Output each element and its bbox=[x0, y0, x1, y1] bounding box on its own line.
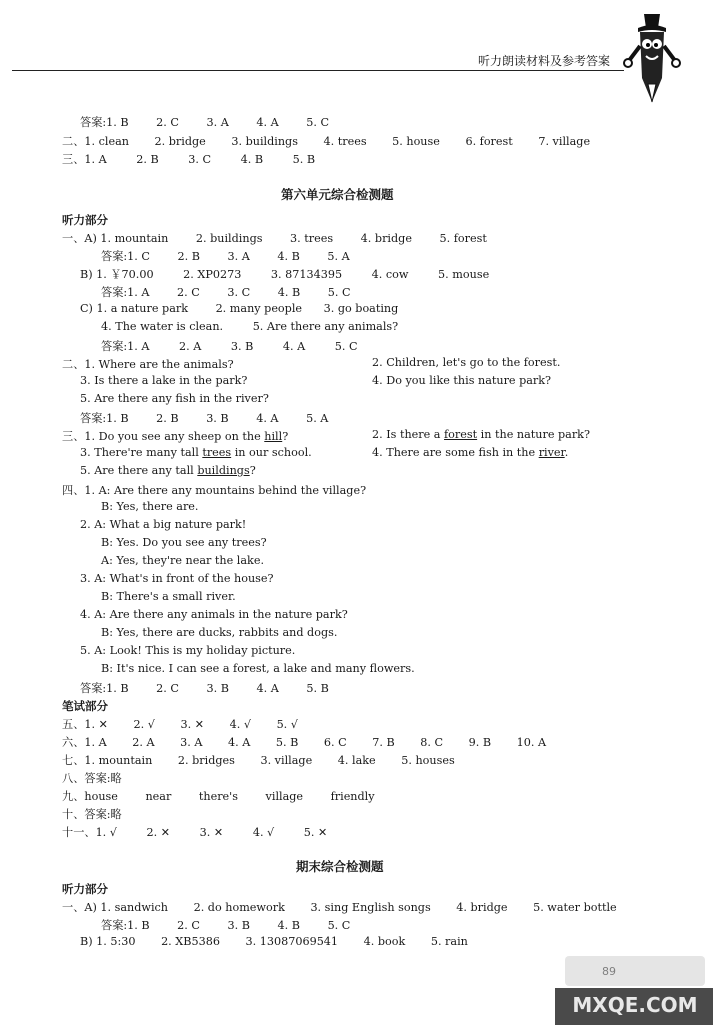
answer-text: 3. B bbox=[230, 340, 254, 353]
dialogue-line: 2. A: What a big nature park! bbox=[80, 518, 247, 531]
item-text: 2. buildings bbox=[195, 232, 263, 245]
answer-text: 六、1. A bbox=[62, 736, 107, 749]
item-text: 2. do homework bbox=[193, 901, 285, 914]
final-listening-heading: 听力部分 bbox=[62, 882, 108, 896]
answer-text: 4. lake bbox=[337, 754, 376, 767]
answer-text: 答案:1. B bbox=[80, 412, 129, 425]
answer-text: 三、1. A bbox=[62, 153, 107, 166]
top-line-1 bbox=[80, 114, 329, 130]
answer-text: 2. B bbox=[177, 250, 200, 263]
answer-text: 5. C bbox=[306, 116, 330, 129]
answer-text: 3. B bbox=[206, 412, 229, 425]
watermark-text: MXQE.COM bbox=[572, 993, 698, 1017]
answer-text: 4. A bbox=[256, 116, 279, 129]
answer-text: 3. A bbox=[180, 736, 203, 749]
answer-text: 4. √ bbox=[229, 718, 251, 731]
answer-text: 3. C bbox=[188, 153, 212, 166]
unit6-a-line bbox=[62, 230, 487, 246]
dialogue-line: 4. A: Are there any animals in the nature park? bbox=[80, 608, 348, 621]
unit6-s3-3 bbox=[80, 446, 312, 459]
answer-text: 2. C bbox=[156, 682, 179, 695]
answer-text: 8. C bbox=[420, 736, 444, 749]
unit6-s6 bbox=[62, 734, 546, 750]
sentence-text: 5. Are there any tall bbox=[80, 464, 198, 477]
answer-text: 2. bridge bbox=[154, 135, 206, 148]
unit6-s2-answers bbox=[80, 410, 328, 426]
answer-text: 3. B bbox=[227, 919, 250, 932]
sentence-text: 3. There're many tall bbox=[80, 446, 203, 459]
answer-text: 6. forest bbox=[465, 135, 513, 148]
answer-text: 五、1. ✕ bbox=[62, 718, 108, 731]
answer-text: 3. ✕ bbox=[199, 826, 224, 839]
sentence-text: 三、1. Do you see any sheep on the bbox=[62, 430, 265, 443]
answer-text: 6. C bbox=[323, 736, 347, 749]
answer-text: 5. B bbox=[292, 153, 316, 166]
answer-text: 答案:1. A bbox=[101, 286, 150, 299]
sentence-text: ? bbox=[282, 430, 289, 443]
item-text: 2. XB5386 bbox=[161, 935, 220, 948]
answer-text: 4. B bbox=[277, 286, 301, 299]
answer-text: 3. A bbox=[227, 250, 250, 263]
item-text: 3. trees bbox=[290, 232, 334, 245]
unit6-s8: 八、答案:略 bbox=[62, 772, 122, 785]
answer-text: 5. C bbox=[327, 919, 351, 932]
dialogue-line: B: It's nice. I can see a forest, a lake and many flowers. bbox=[101, 662, 415, 675]
answer-text: near bbox=[145, 790, 172, 803]
unit6-s4-answers bbox=[80, 680, 329, 696]
answer-text: 九、house bbox=[62, 790, 118, 803]
item-text: 3. go boating bbox=[323, 302, 399, 315]
answer-text: 3. B bbox=[206, 682, 229, 695]
pencil-mascot-icon bbox=[622, 6, 682, 106]
answer-text: 5. houses bbox=[401, 754, 455, 767]
answer-text: 2. C bbox=[156, 116, 179, 129]
listening-heading: 听力部分 bbox=[62, 213, 108, 227]
sentence-text: ? bbox=[249, 464, 256, 477]
item-text: 4. book bbox=[363, 935, 406, 948]
item-text: 3. 87134395 bbox=[270, 268, 343, 281]
unit6-s9 bbox=[62, 788, 375, 804]
item-text: 5. mouse bbox=[438, 268, 490, 281]
unit6-s3-5 bbox=[80, 464, 256, 477]
answer-text: 4. B bbox=[277, 919, 300, 932]
answer-text: 9. B bbox=[468, 736, 492, 749]
answer-text: 5. B bbox=[275, 736, 299, 749]
answer-text: 2. A bbox=[179, 340, 202, 353]
answer-text: 七、1. mountain bbox=[62, 754, 153, 767]
answer-text: 2. C bbox=[177, 286, 200, 299]
sentence-text: in our school. bbox=[231, 446, 312, 459]
unit6-s3-2 bbox=[372, 428, 590, 441]
answer-text: 5. ✕ bbox=[303, 826, 328, 839]
unit6-s2-5: 5. Are there any fish in the river? bbox=[80, 392, 269, 405]
final-title: 期末综合检测题 bbox=[296, 859, 384, 874]
answer-text: 答案:1. B bbox=[101, 919, 150, 932]
answer-text: 3. village bbox=[260, 754, 313, 767]
answer-text: 2. B bbox=[156, 412, 179, 425]
underlined-word: river bbox=[538, 446, 565, 459]
unit6-s2-4: 4. Do you like this nature park? bbox=[372, 374, 552, 387]
answer-text: 5. B bbox=[306, 682, 329, 695]
dialogue-line: B: Yes. Do you see any trees? bbox=[101, 536, 267, 549]
item-text: 4. bridge bbox=[456, 901, 508, 914]
answer-text: 5. C bbox=[327, 286, 351, 299]
answer-text: there's bbox=[198, 790, 238, 803]
sentence-text: . bbox=[564, 446, 569, 459]
header-rule bbox=[12, 70, 624, 71]
dialogue-line: A: Yes, they're near the lake. bbox=[101, 554, 265, 567]
item-text: B) 1. 5:30 bbox=[80, 935, 136, 948]
answer-text: 2. √ bbox=[133, 718, 155, 731]
answer-text: 2. A bbox=[132, 736, 155, 749]
answer-text: 4. A bbox=[228, 736, 251, 749]
item-text: 5. Are there any animals? bbox=[252, 320, 399, 333]
unit6-s2-1: 二、1. Where are the animals? bbox=[62, 358, 234, 371]
answer-text: 5. house bbox=[392, 135, 440, 148]
answer-text: 答案:1. B bbox=[80, 682, 129, 695]
final-b-line bbox=[80, 935, 468, 948]
item-text: 2. many people bbox=[215, 302, 303, 315]
underlined-word: buildings bbox=[197, 464, 250, 477]
item-text: 5. rain bbox=[430, 935, 468, 948]
unit6-c-answers bbox=[101, 338, 358, 354]
item-text: 3. sing English songs bbox=[310, 901, 431, 914]
answer-text: 4. √ bbox=[252, 826, 275, 839]
answer-text: 3. buildings bbox=[231, 135, 298, 148]
item-text: 一、A) 1. mountain bbox=[62, 232, 169, 245]
unit6-s2-2: 2. Children, let's go to the forest. bbox=[372, 356, 561, 369]
unit6-s10: 十、答案:略 bbox=[62, 808, 122, 821]
item-text: 4. bridge bbox=[360, 232, 412, 245]
item-text: B) 1. ￥70.00 bbox=[80, 268, 154, 281]
answer-text: 3. ✕ bbox=[180, 718, 205, 731]
answer-text: 答案:1. B bbox=[80, 116, 129, 129]
unit6-s3-1 bbox=[62, 428, 288, 444]
sentence-text: 4. There are some fish in the bbox=[372, 446, 539, 459]
dialogue-line: B: Yes, there are ducks, rabbits and dogs. bbox=[101, 626, 338, 639]
unit6-b-line bbox=[80, 266, 489, 282]
answer-text: 2. B bbox=[136, 153, 159, 166]
unit6-a-answers bbox=[101, 248, 350, 264]
answer-text: 5. A bbox=[306, 412, 329, 425]
answer-text: 5. √ bbox=[276, 718, 298, 731]
answer-text: 4. B bbox=[277, 250, 300, 263]
item-text: C) 1. a nature park bbox=[80, 302, 188, 315]
watermark-logo-icon bbox=[555, 950, 713, 1025]
answer-text: 2. ✕ bbox=[146, 826, 171, 839]
dialogue-line: 3. A: What's in front of the house? bbox=[80, 572, 274, 585]
item-text: 5. forest bbox=[439, 232, 487, 245]
unit6-s5 bbox=[62, 716, 298, 732]
unit6-title: 第六单元综合检测题 bbox=[281, 187, 394, 202]
unit6-c-line bbox=[80, 302, 398, 315]
written-heading: 笔试部分 bbox=[62, 699, 108, 713]
final-a-line bbox=[62, 899, 617, 915]
answer-text: 答案:1. C bbox=[101, 250, 150, 263]
unit6-s3-4 bbox=[372, 446, 568, 459]
underlined-word: hill bbox=[264, 430, 283, 443]
item-text: 4. cow bbox=[371, 268, 409, 281]
underlined-word: forest bbox=[444, 428, 478, 441]
unit6-s7 bbox=[62, 752, 455, 768]
item-text: 3. 13087069541 bbox=[245, 935, 339, 948]
top-line-3 bbox=[62, 151, 315, 167]
answer-text: 3. C bbox=[227, 286, 251, 299]
answer-text: 7. B bbox=[372, 736, 395, 749]
unit6-s2-3: 3. Is there a lake in the park? bbox=[80, 374, 248, 387]
item-text: 一、A) 1. sandwich bbox=[62, 901, 169, 914]
sentence-text: 2. Is there a bbox=[372, 428, 445, 441]
header-title: 听力朗读材料及参考答案 bbox=[478, 54, 611, 68]
answer-text: village bbox=[265, 790, 304, 803]
answer-text: 4. trees bbox=[323, 135, 367, 148]
unit6-s11 bbox=[62, 824, 327, 840]
item-text: 2. XP0273 bbox=[183, 268, 242, 281]
answer-text: 4. B bbox=[240, 153, 264, 166]
answer-text: 2. bridges bbox=[177, 754, 235, 767]
answer-text: 答案:1. A bbox=[101, 340, 150, 353]
final-a-answers bbox=[101, 917, 350, 933]
answer-text: 十一、1. √ bbox=[62, 826, 117, 839]
answer-text: 3. A bbox=[206, 116, 229, 129]
sentence-text: in the nature park? bbox=[477, 428, 590, 441]
answer-text: friendly bbox=[330, 790, 375, 803]
answer-text: 5. C bbox=[334, 340, 358, 353]
dialogue-line: 四、1. A: Are there any mountains behind the village? bbox=[62, 484, 367, 497]
item-text: 4. The water is clean. bbox=[101, 320, 224, 333]
dialogue-line: B: There's a small river. bbox=[101, 590, 236, 603]
answer-text: 4. A bbox=[256, 412, 279, 425]
unit6-b-answers bbox=[101, 284, 351, 300]
answer-text: 5. A bbox=[327, 250, 350, 263]
dialogue-line: 5. A: Look! This is my holiday picture. bbox=[80, 644, 296, 657]
top-line-2 bbox=[62, 133, 590, 149]
answer-text: 4. A bbox=[282, 340, 306, 353]
underlined-word: trees bbox=[202, 446, 232, 459]
unit6-c-line-2 bbox=[101, 320, 398, 333]
dialogue-line: B: Yes, there are. bbox=[101, 500, 199, 513]
answer-text: 二、1. clean bbox=[62, 135, 129, 148]
answer-text: 2. C bbox=[177, 919, 200, 932]
answer-text: 10. A bbox=[516, 736, 547, 749]
answer-text: 7. village bbox=[538, 135, 591, 148]
answer-text: 4. A bbox=[256, 682, 279, 695]
item-text: 5. water bottle bbox=[533, 901, 617, 914]
